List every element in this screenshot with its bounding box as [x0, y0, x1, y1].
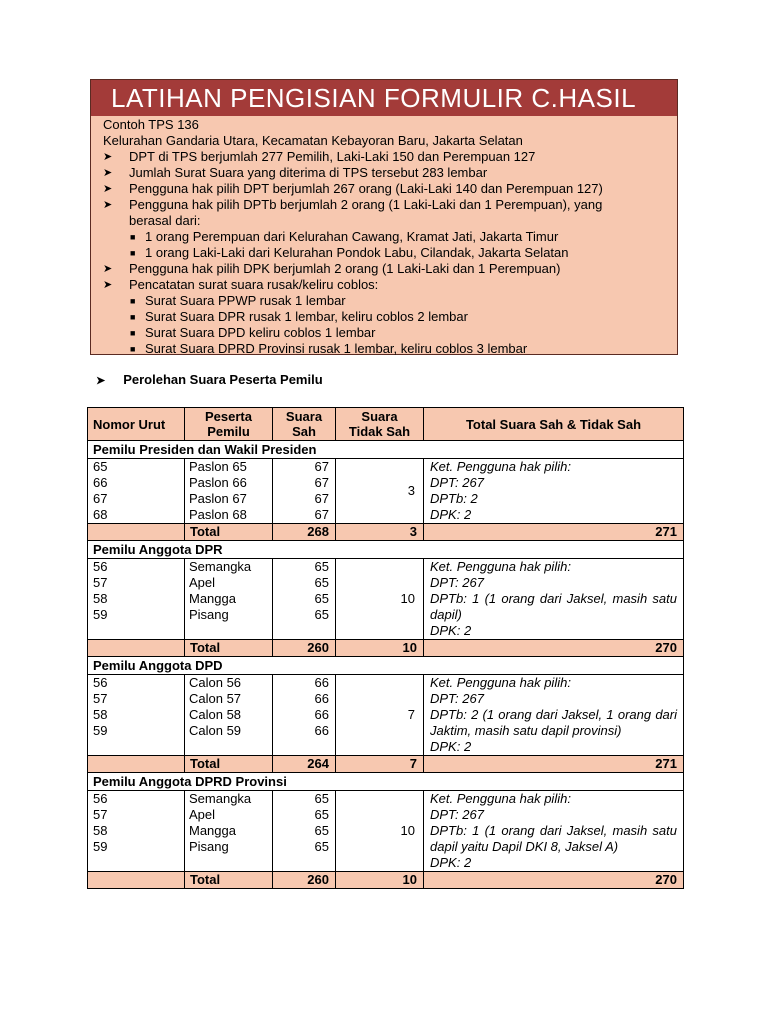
- arrow-bullet-icon: ➤: [103, 199, 113, 211]
- arrow-bullet-icon: ➤: [103, 167, 113, 179]
- nomor-urut-cell: 66: [88, 475, 185, 491]
- total-suara-all: 271: [424, 756, 684, 773]
- keterangan-line: DPK: 2: [430, 739, 472, 754]
- total-suara-sah: 264: [273, 756, 336, 773]
- suara-sah-cell: 65: [273, 559, 336, 576]
- tps-info: [91, 116, 677, 354]
- total-suara-sah: 268: [273, 524, 336, 541]
- keterangan-line: Ket. Pengguna hak pilih:: [430, 791, 571, 806]
- suara-tidak-sah-cell: 10: [336, 791, 424, 872]
- keterangan-line: DPTb: 2: [430, 491, 478, 506]
- keterangan-line: DPK: 2: [430, 855, 472, 870]
- keterangan-line: Ket. Pengguna hak pilih:: [430, 459, 571, 474]
- peserta-cell: Calon 59: [185, 723, 273, 739]
- rusak-item-4: [103, 341, 677, 357]
- header-tidak-line2: Tidak Sah: [348, 424, 411, 439]
- results-body: [88, 441, 684, 889]
- nomor-urut-cell: 58: [88, 707, 185, 723]
- info-text: 1 orang Laki-Laki dari Kelurahan Pondok Labu, Cilandak, Jakarta Selatan: [145, 245, 569, 260]
- suara-sah-cell: 67: [273, 491, 336, 507]
- keterangan-cell: [424, 791, 684, 872]
- info-text: Surat Suara PPWP rusak 1 lembar: [145, 293, 346, 308]
- empty-cell: [273, 739, 336, 756]
- suara-sah-cell: 65: [273, 791, 336, 808]
- suara-sah-cell: 67: [273, 475, 336, 491]
- peserta-cell: Semangka: [185, 559, 273, 576]
- page-title: LATIHAN PENGISIAN FORMULIR C.HASIL: [91, 80, 677, 116]
- nomor-urut-cell: 58: [88, 591, 185, 607]
- arrow-bullet-icon: ➤: [103, 151, 113, 163]
- empty-cell: [185, 739, 273, 756]
- info-text: 1 orang Perempuan dari Kelurahan Cawang, Kramat Jati, Jakarta Timur: [145, 229, 559, 244]
- table-row: [88, 791, 684, 808]
- total-blank-cell: [88, 640, 185, 657]
- tps-label: Contoh TPS 136: [103, 117, 199, 132]
- info-item-pengguna-dpk: [103, 261, 677, 277]
- info-text: Surat Suara DPD keliru coblos 1 lembar: [145, 325, 376, 340]
- info-item-pengguna-dptb: [103, 197, 677, 213]
- nomor-urut-cell: 58: [88, 823, 185, 839]
- info-text: Pengguna hak pilih DPT berjumlah 267 orang (Laki-Laki 140 dan Perempuan 127): [129, 181, 603, 196]
- keterangan-cell: [424, 459, 684, 524]
- header-nomor-urut: Nomor Urut: [88, 408, 185, 441]
- keterangan-line: DPTb: 1 (1 orang dari Jaksel, masih satu dapil): [430, 591, 677, 622]
- suara-sah-cell: 65: [273, 591, 336, 607]
- total-row: [88, 640, 684, 657]
- info-item-pengguna-dpt: [103, 181, 677, 197]
- rusak-item-2: [103, 309, 677, 325]
- suara-tidak-sah-cell: 10: [336, 559, 424, 640]
- keterangan-line: DPK: 2: [430, 623, 472, 638]
- keterangan-line: DPT: 267: [430, 575, 484, 590]
- square-bullet-icon: ■: [130, 248, 136, 258]
- arrow-bullet-icon: ➤: [103, 279, 113, 291]
- keterangan-line: DPT: 267: [430, 807, 484, 822]
- nomor-urut-cell: 68: [88, 507, 185, 524]
- nomor-urut-cell: 59: [88, 839, 185, 855]
- square-bullet-icon: ■: [130, 328, 136, 338]
- keterangan-line: DPTb: 1 (1 orang dari Jaksel, masih satu dapil yaitu Dapil DKI 8, Jaksel A): [430, 823, 677, 854]
- peserta-cell: Pisang: [185, 839, 273, 855]
- arrow-bullet-icon: ➤: [103, 263, 113, 275]
- nomor-urut-cell: 57: [88, 807, 185, 823]
- square-bullet-icon: ■: [130, 344, 136, 354]
- nomor-urut-cell: 59: [88, 607, 185, 623]
- table-header-row: [88, 408, 684, 441]
- peserta-cell: Calon 58: [185, 707, 273, 723]
- group-row-pemilu-anggota-dprd-provinsi: [88, 773, 684, 791]
- nomor-urut-cell: 59: [88, 723, 185, 739]
- info-text: DPT di TPS berjumlah 277 Pemilih, Laki-Laki 150 dan Perempuan 127: [129, 149, 536, 164]
- total-label: Total: [185, 640, 273, 657]
- group-title: Pemilu Anggota DPR: [88, 541, 684, 559]
- keterangan-line: DPT: 267: [430, 475, 484, 490]
- suara-sah-cell: 66: [273, 675, 336, 692]
- peserta-cell: Semangka: [185, 791, 273, 808]
- total-suara-sah: 260: [273, 640, 336, 657]
- arrow-bullet-icon: ➤: [96, 375, 106, 387]
- peserta-cell: Calon 56: [185, 675, 273, 692]
- info-item-pencatatan: [103, 277, 677, 293]
- info-item-continuation: berasal dari:: [129, 213, 201, 228]
- header-peserta-line2: Pemilu: [207, 424, 250, 439]
- keterangan-line: DPTb: 2 (1 orang dari Jaksel, 1 orang dari Jaktim, masih satu dapil provinsi): [430, 707, 677, 738]
- peserta-cell: Calon 57: [185, 691, 273, 707]
- nomor-urut-cell: 57: [88, 691, 185, 707]
- peserta-cell: Mangga: [185, 823, 273, 839]
- peserta-cell: Mangga: [185, 591, 273, 607]
- keterangan-cell: [424, 675, 684, 756]
- section-heading-text: Perolehan Suara Peserta Pemilu: [123, 372, 323, 387]
- suara-sah-cell: 65: [273, 575, 336, 591]
- table-row: [88, 675, 684, 692]
- group-row-pemilu-presiden-dan-wakil-presiden: [88, 441, 684, 459]
- rusak-item-1: [103, 293, 677, 309]
- exercise-box: [90, 79, 678, 355]
- suara-sah-cell: 65: [273, 839, 336, 855]
- suara-sah-cell: 65: [273, 823, 336, 839]
- group-row-pemilu-anggota-dpd: [88, 657, 684, 675]
- group-title: Pemilu Anggota DPRD Provinsi: [88, 773, 684, 791]
- empty-cell: [88, 623, 185, 640]
- total-row: [88, 872, 684, 889]
- keterangan-line: Ket. Pengguna hak pilih:: [430, 675, 571, 690]
- arrow-bullet-icon: ➤: [103, 183, 113, 195]
- suara-tidak-sah-cell: 7: [336, 675, 424, 756]
- suara-sah-cell: 67: [273, 459, 336, 476]
- rusak-item-3: [103, 325, 677, 341]
- dptb-origin-1: [103, 229, 677, 245]
- square-bullet-icon: ■: [130, 232, 136, 242]
- total-suara-sah: 260: [273, 872, 336, 889]
- peserta-cell: Apel: [185, 807, 273, 823]
- group-title: Pemilu Presiden dan Wakil Presiden: [88, 441, 684, 459]
- total-blank-cell: [88, 756, 185, 773]
- section-heading: [96, 372, 323, 387]
- nomor-urut-cell: 56: [88, 791, 185, 808]
- suara-sah-cell: 65: [273, 807, 336, 823]
- total-suara-tidak-sah: 10: [336, 640, 424, 657]
- info-item-surat: [103, 165, 677, 181]
- tps-location: Kelurahan Gandaria Utara, Kecamatan Kebayoran Baru, Jakarta Selatan: [103, 133, 523, 148]
- table-row: [88, 559, 684, 576]
- peserta-cell: Paslon 65: [185, 459, 273, 476]
- nomor-urut-cell: 65: [88, 459, 185, 476]
- total-row: [88, 524, 684, 541]
- header-sah-line2: Sah: [292, 424, 316, 439]
- total-suara-tidak-sah: 3: [336, 524, 424, 541]
- peserta-cell: Paslon 67: [185, 491, 273, 507]
- group-title: Pemilu Anggota DPD: [88, 657, 684, 675]
- total-suara-tidak-sah: 7: [336, 756, 424, 773]
- results-table: [87, 407, 684, 889]
- header-sah-line1: Suara: [285, 409, 323, 424]
- suara-tidak-sah-cell: 3: [336, 459, 424, 524]
- table-row: [88, 459, 684, 476]
- square-bullet-icon: ■: [130, 296, 136, 306]
- info-text: Pengguna hak pilih DPTb berjumlah 2 orang (1 Laki-Laki dan 1 Perempuan), yang: [129, 197, 603, 212]
- total-blank-cell: [88, 872, 185, 889]
- suara-sah-cell: 66: [273, 707, 336, 723]
- peserta-cell: Pisang: [185, 607, 273, 623]
- keterangan-line: DPT: 267: [430, 691, 484, 706]
- header-suara-sah: [273, 408, 336, 441]
- info-text: Surat Suara DPR rusak 1 lembar, keliru coblos 2 lembar: [145, 309, 468, 324]
- header-peserta-line1: Peserta: [205, 409, 252, 424]
- total-row: [88, 756, 684, 773]
- group-row-pemilu-anggota-dpr: [88, 541, 684, 559]
- nomor-urut-cell: 56: [88, 559, 185, 576]
- total-label: Total: [185, 756, 273, 773]
- header-peserta: [185, 408, 273, 441]
- empty-cell: [273, 855, 336, 872]
- suara-sah-cell: 67: [273, 507, 336, 524]
- total-label: Total: [185, 524, 273, 541]
- suara-sah-cell: 66: [273, 691, 336, 707]
- empty-cell: [185, 623, 273, 640]
- info-text: Surat Suara DPRD Provinsi rusak 1 lembar, keliru coblos 3 lembar: [145, 341, 528, 356]
- total-suara-all: 270: [424, 872, 684, 889]
- nomor-urut-cell: 56: [88, 675, 185, 692]
- keterangan-line: DPK: 2: [430, 507, 472, 522]
- empty-cell: [88, 855, 185, 872]
- info-text: Jumlah Surat Suara yang diterima di TPS tersebut 283 lembar: [129, 165, 488, 180]
- nomor-urut-cell: 57: [88, 575, 185, 591]
- peserta-cell: Apel: [185, 575, 273, 591]
- keterangan-cell: [424, 559, 684, 640]
- total-blank-cell: [88, 524, 185, 541]
- header-suara-tidak-sah: [336, 408, 424, 441]
- dptb-origin-2: [103, 245, 677, 261]
- info-text: Pengguna hak pilih DPK berjumlah 2 orang (1 Laki-Laki dan 1 Perempuan): [129, 261, 561, 276]
- header-tidak-line1: Suara: [361, 409, 398, 424]
- info-item-dpt: [103, 149, 677, 165]
- peserta-cell: Paslon 68: [185, 507, 273, 524]
- peserta-cell: Paslon 66: [185, 475, 273, 491]
- total-suara-all: 270: [424, 640, 684, 657]
- header-total: Total Suara Sah & Tidak Sah: [424, 408, 684, 441]
- total-label: Total: [185, 872, 273, 889]
- empty-cell: [88, 739, 185, 756]
- total-suara-all: 271: [424, 524, 684, 541]
- empty-cell: [185, 855, 273, 872]
- info-text: Pencatatan surat suara rusak/keliru coblos:: [129, 277, 379, 292]
- suara-sah-cell: 66: [273, 723, 336, 739]
- square-bullet-icon: ■: [130, 312, 136, 322]
- suara-sah-cell: 65: [273, 607, 336, 623]
- total-suara-tidak-sah: 10: [336, 872, 424, 889]
- keterangan-line: Ket. Pengguna hak pilih:: [430, 559, 571, 574]
- nomor-urut-cell: 67: [88, 491, 185, 507]
- empty-cell: [273, 623, 336, 640]
